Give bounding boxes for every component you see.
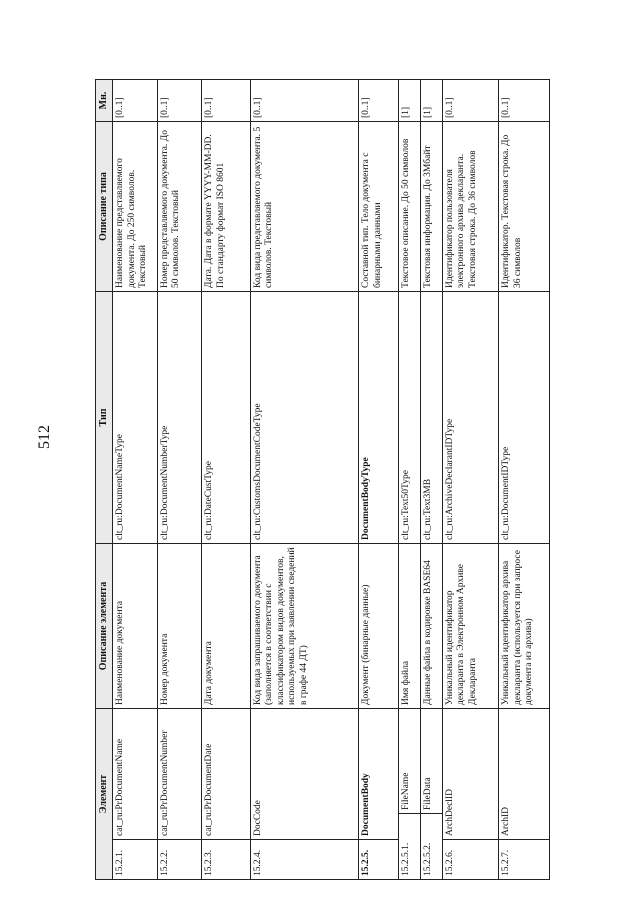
multiplicity: [0..1] xyxy=(113,79,157,121)
element-name: FileName xyxy=(399,708,421,813)
type-description: Текстовая информация. До 3Мбайт xyxy=(420,121,442,291)
type-description: Номер представляемого документа. До 50 символов. Текстовый xyxy=(157,121,201,291)
row-number: 15.2.7. xyxy=(499,840,550,880)
type-name: clt_ru:DocumentNumberType xyxy=(157,291,201,543)
type-description: Составной тип. Тело документа с бинарными данными xyxy=(358,121,398,291)
multiplicity: [1] xyxy=(420,79,442,121)
header-mult: Мн. xyxy=(96,79,113,121)
element-description: Уникальный идентификатор декларанта в Электронном Архиве Декларанта xyxy=(442,543,499,708)
multiplicity: [0..1] xyxy=(442,79,499,121)
type-name: clt_ru:Text50Type xyxy=(399,291,421,543)
type-description: Текстовое описание. До 50 символов xyxy=(399,121,421,291)
row-number: 15.2.3. xyxy=(201,840,250,880)
header-element: Элемент xyxy=(96,708,113,879)
row-number: 15.2.4. xyxy=(250,840,358,880)
multiplicity: [0..1] xyxy=(358,79,398,121)
element-description: Уникальный идентификатор архива декларанта (используется при запросе документа из архива) xyxy=(499,543,550,708)
page-number: 512 xyxy=(36,425,53,449)
element-description: Номер документа xyxy=(157,543,201,708)
table-row xyxy=(157,79,201,879)
type-name: clt_ru:ArchiveDeclarantIDType xyxy=(442,291,499,543)
table-row xyxy=(420,79,442,879)
row-number: 15.2.5.1. xyxy=(399,814,421,880)
multiplicity: [0..1] xyxy=(201,79,250,121)
element-name: DocCode xyxy=(250,708,358,839)
type-description: Дата. Дата в формате YYYY-MM-DD. По стандарту формат ISO 8601 xyxy=(201,121,250,291)
table-row xyxy=(499,79,550,879)
type-description: Идентификатор пользователя электронного архива декларанта. Текстовая строка. До 36 символов xyxy=(442,121,499,291)
header-type-desc: Описание типа xyxy=(96,121,113,291)
table-row xyxy=(250,79,358,879)
element-name: cat_ru:PrDocumentNumber xyxy=(157,708,201,839)
multiplicity: [1] xyxy=(399,79,421,121)
header-type: Тип xyxy=(96,291,113,543)
type-description: Идентификатор. Текстовая строка. До 36 символов xyxy=(499,121,550,291)
row-number: 15.2.2. xyxy=(157,840,201,880)
row-number: 15.2.1. xyxy=(113,840,157,880)
row-number: 15.2.5. xyxy=(358,840,398,880)
element-description: Данные файла в кодировке BASE64 xyxy=(420,543,442,708)
specification-table xyxy=(95,79,550,880)
element-name: ArchDeclID xyxy=(442,708,499,839)
element-name: cat_ru:PrDocumentName xyxy=(113,708,157,839)
type-description: Код вида представляемого документа. 5 символов. Текстовый xyxy=(250,121,358,291)
type-name: clt_ru:DateCustType xyxy=(201,291,250,543)
type-name: DocumentBodyType xyxy=(358,291,398,543)
type-name: clt_ru:DocumentIDType xyxy=(499,291,550,543)
type-name: clt_ru:DocumentNameType xyxy=(113,291,157,543)
element-name: DocumentBody xyxy=(358,708,398,839)
element-description: Документ (бинарные данные) xyxy=(358,543,398,708)
multiplicity: [0..1] xyxy=(157,79,201,121)
row-number: 15.2.5.2. xyxy=(420,814,442,880)
table-row xyxy=(201,79,250,879)
multiplicity: [0..1] xyxy=(250,79,358,121)
element-description: Дата документа xyxy=(201,543,250,708)
table-row xyxy=(399,79,421,879)
element-description: Код вида запрашиваемого документа (заполняется в соответствии с классификатором видов документов, используемых при заявлении сведений в графе 44 ДТ) xyxy=(250,543,358,708)
type-name: clt_ru:CustomsDocumentCodeType xyxy=(250,291,358,543)
header-row xyxy=(96,79,113,879)
row-number: 15.2.6. xyxy=(442,840,499,880)
element-description: Наименование документа xyxy=(113,543,157,708)
table-row xyxy=(113,79,157,879)
table-row xyxy=(358,79,398,879)
table-row xyxy=(442,79,499,879)
type-description: Наименование представляемого документа. До 250 символов. Текстовый xyxy=(113,121,157,291)
header-element-desc: Описание элемента xyxy=(96,543,113,708)
element-name: cat_ru:PrDocumentDate xyxy=(201,708,250,839)
multiplicity: [0..1] xyxy=(499,79,550,121)
type-name: clt_ru:Text3MB xyxy=(420,291,442,543)
element-description: Имя файла xyxy=(399,543,421,708)
element-name: ArchID xyxy=(499,708,550,839)
element-name: FileData xyxy=(420,708,442,813)
rotated-table-wrapper xyxy=(95,80,550,880)
